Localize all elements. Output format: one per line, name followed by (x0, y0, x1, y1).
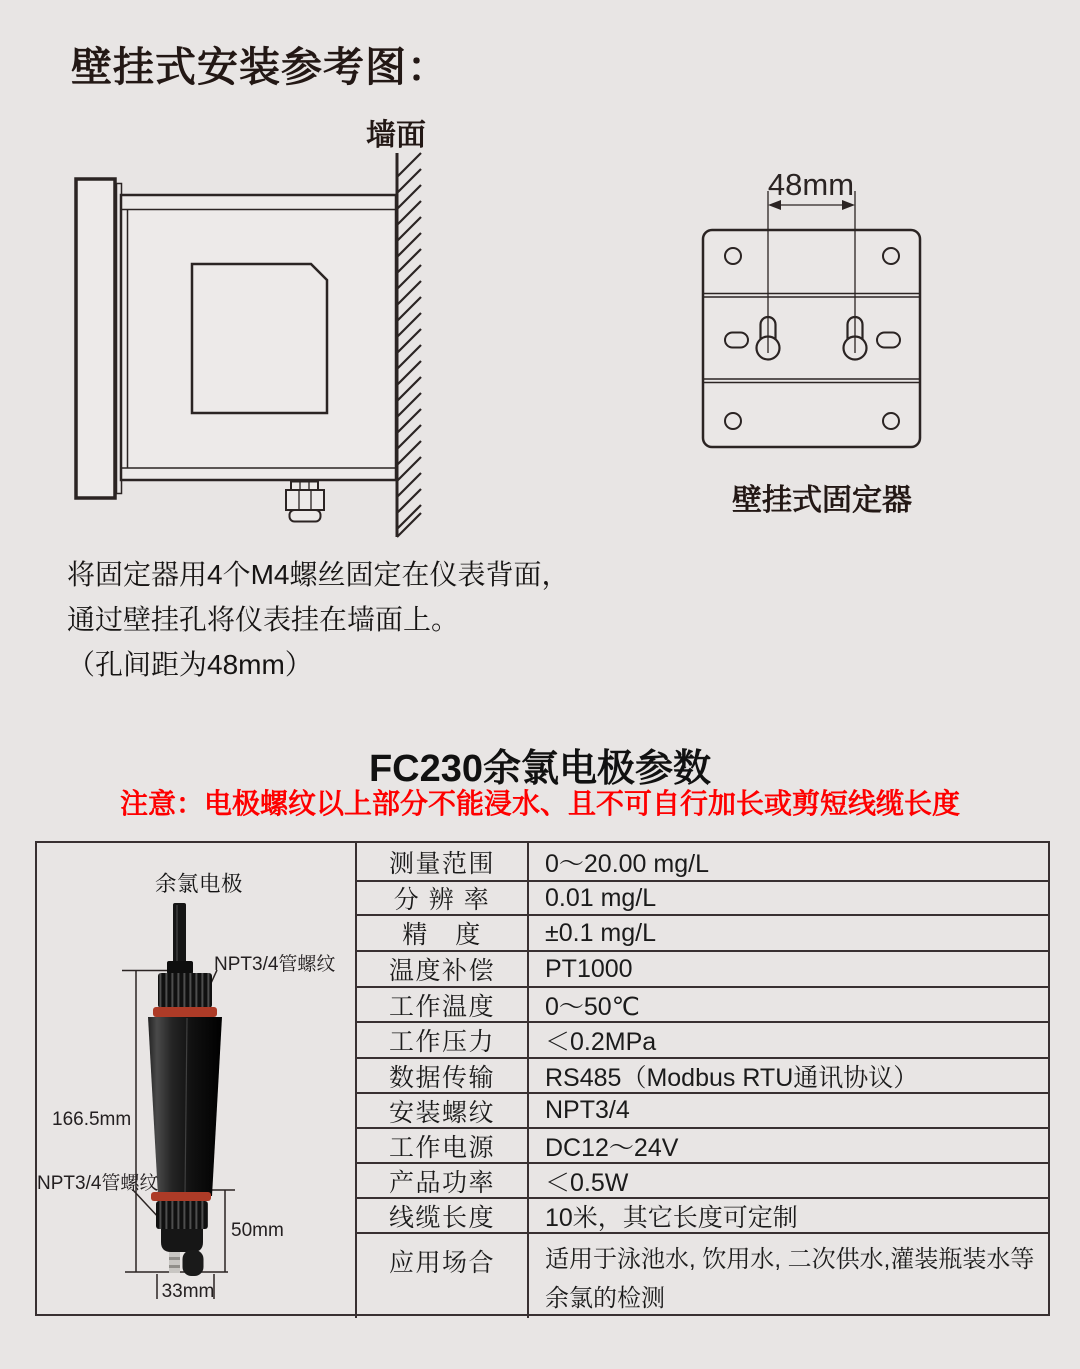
meter-side-view (76, 179, 396, 522)
tip-width-label: 33mm (161, 1281, 215, 1302)
wall-line (397, 153, 421, 537)
spec-table (35, 841, 1050, 1316)
spec-value: PT1000 (529, 950, 1048, 986)
installation-instructions (67, 552, 569, 687)
lower-length-label: 50mm (231, 1220, 284, 1241)
spec-label: 应用场合 (357, 1232, 529, 1318)
page-title: 壁挂式安装参考图： (71, 44, 449, 90)
wall-label: 墙面 (366, 119, 426, 152)
spec-value: NPT3/4 (529, 1092, 1048, 1127)
spec-value-line: 适用于泳池水, 饮用水, 二次供水,灌装瓶装水等 (545, 1246, 1035, 1273)
spec-label: 安装螺纹 (357, 1092, 529, 1127)
o-ring-bottom (151, 1192, 211, 1201)
sensor-pin (169, 1252, 180, 1273)
spec-value: 0～20.00 mg/L (545, 849, 709, 878)
spec-value-line: 余氯的检测 (545, 1285, 665, 1312)
collar (161, 1229, 203, 1252)
spec-value: ＜0.2MPa (529, 1021, 1048, 1057)
spec-label: 精 度 (357, 914, 529, 950)
spec-value: 0～50℃ (529, 986, 1048, 1021)
warning-text: 注意：电极螺纹以上部分不能浸水、且不可自行加长或剪短线缆长度 (119, 788, 960, 819)
electrode-image-cell (37, 843, 357, 1318)
spec-value: ±0.1 mg/L (529, 914, 1048, 950)
sensor-tip (183, 1250, 204, 1276)
bottom-thread-label: NPT3/4管螺纹 (37, 1173, 159, 1194)
spec-label: 数据传输 (357, 1057, 529, 1092)
top-thread-label: NPT3/4管螺纹 (214, 954, 336, 975)
cable-gland (286, 482, 324, 522)
electrode-body (148, 903, 222, 1276)
electrode-photo (37, 843, 355, 1310)
spec-section-title: FC230余氯电极参数 (368, 748, 712, 790)
bracket-plate (703, 230, 920, 447)
spec-value: 10米，其它长度可定制 (529, 1197, 1048, 1232)
spec-value: RS485（Modbus RTU通讯协议） (529, 1057, 1048, 1092)
dim-48mm-label: 48mm (767, 167, 855, 202)
top-thread (158, 973, 212, 1008)
spec-value (529, 1232, 1048, 1318)
spec-label: 线缆长度 (357, 1197, 529, 1232)
instruction-line: （孔间距为48mm） (67, 649, 313, 680)
spec-label: 测量范围 (357, 843, 529, 880)
spec-label: 工作电源 (357, 1127, 529, 1162)
spec-value: ＜0.5W (529, 1162, 1048, 1197)
o-ring-top (153, 1007, 217, 1017)
electrode-caption: 余氯电极 (155, 872, 244, 896)
mounting-plate-outline (192, 264, 327, 413)
instruction-line: 通过壁挂孔将仪表挂在墙面上。 (67, 604, 460, 635)
spec-label: 温度补偿 (357, 950, 529, 986)
spec-label: 分 辨 率 (357, 880, 529, 914)
instruction-line: 将固定器用4个M4螺丝固定在仪表背面， (67, 559, 570, 590)
spec-label: 工作压力 (357, 1021, 529, 1057)
total-length-label: 166.5mm (52, 1109, 132, 1130)
bottom-thread (156, 1201, 208, 1229)
spec-value: DC12～24V (529, 1127, 1048, 1162)
spec-value: 0.01 mg/L (529, 880, 1048, 914)
bracket-label: 壁挂式固定器 (732, 484, 912, 517)
spec-label: 工作温度 (357, 986, 529, 1021)
spec-label: 产品功率 (357, 1162, 529, 1197)
